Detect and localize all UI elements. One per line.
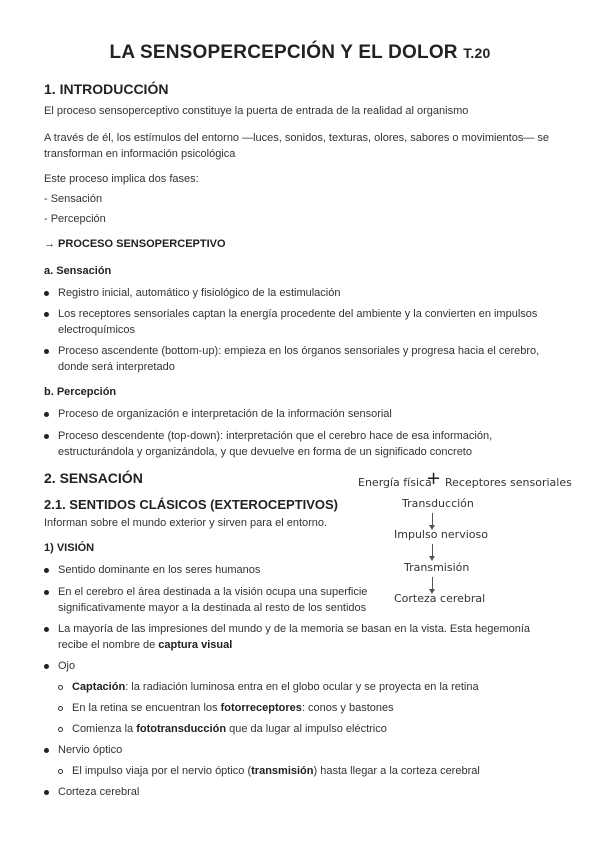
diagram-label-energy: Energía física xyxy=(358,476,432,489)
list-item-corteza: Corteza cerebral xyxy=(58,786,140,798)
intro-paragraph-2-line-2: transforman en información psicológica xyxy=(44,148,236,160)
list-item: Proceso de organización e interpretación de la información sensorial xyxy=(58,408,392,420)
list-item: Registro inicial, automático y fisiológico de la estimulación xyxy=(58,287,341,299)
process-heading: → PROCESO SENSOPERCEPTIVO xyxy=(44,238,226,250)
emphasis: fototransducción xyxy=(136,723,227,735)
list-item-continuation: electroquímicos xyxy=(58,324,136,336)
page-title: LA SENSOPERCEPCIÓN Y EL DOLOR T.20 xyxy=(109,42,491,63)
list-item: Los receptores sensoriales captan la energía procedente del ambiente y la convierten en impulsos xyxy=(58,308,538,320)
diagram-step-transmission: Transmisión xyxy=(404,561,470,574)
sub-list-item: El impulso viaja por el nervio óptico (transmisión) hasta llegar a la corteza cerebral xyxy=(72,765,480,777)
topic-tag: T.20 xyxy=(463,45,491,61)
classic-senses-description: Informan sobre el mundo exterior y sirven para el entorno. xyxy=(44,517,328,529)
diagram-step-transduction: Transducción xyxy=(402,497,474,510)
emphasis: fotorreceptores xyxy=(220,702,302,714)
emphasis: transmisión xyxy=(251,765,314,777)
bullet-dot xyxy=(44,748,49,753)
list-item: La mayoría de las impresiones del mundo y de la memoria se basan en la vista. Esta hegemonía xyxy=(58,623,531,635)
sub-list-item: Captación: la radiación luminosa entra en el globo ocular y se proyecta en la retina xyxy=(72,681,479,693)
bullet-dot xyxy=(44,590,49,595)
sub-bullet-ring xyxy=(58,706,63,711)
bullet-dot xyxy=(44,312,49,317)
phase-item: - Percepción xyxy=(44,213,106,225)
bullet-dot xyxy=(44,790,49,795)
sub-list-item: Comienza la fototransducción que da lugar al impulso eléctrico xyxy=(72,723,387,735)
list-item-nervio: Nervio óptico xyxy=(58,744,123,756)
sub-bullet-ring xyxy=(58,685,63,690)
classic-senses-heading: 2.1. SENTIDOS CLÁSICOS (EXTEROCEPTIVOS) xyxy=(44,497,338,512)
bullet-dot xyxy=(44,627,49,632)
sub-bullet-ring xyxy=(58,769,63,774)
emphasis: captura visual xyxy=(158,639,233,651)
diagram-label-receptors: Receptores sensoriales xyxy=(445,476,572,489)
list-item-continuation: donde será interpretado xyxy=(58,361,175,373)
bullet-dot xyxy=(44,568,49,573)
diagram-step-impulse: Impulso nervioso xyxy=(394,528,488,541)
list-item-ojo: Ojo xyxy=(58,660,76,672)
diagram-step-cortex: Corteza cerebral xyxy=(394,592,486,605)
list-item-continuation: recibe el nombre de captura visual xyxy=(58,639,233,651)
list-item-continuation: significativamente mayor a la destinada al resto de los sentidos xyxy=(58,602,367,614)
bullet-dot xyxy=(44,291,49,296)
intro-paragraph-2-line-1: A través de él, los estímulos del entorno —luces, sonidos, texturas, olores, sabores o movimientos— se xyxy=(44,132,550,144)
sub-list-item: En la retina se encuentran los fotorreceptores: conos y bastones xyxy=(72,702,394,714)
intro-paragraph-3: Este proceso implica dos fases: xyxy=(44,173,199,185)
intro-paragraph-1: El proceso sensoperceptivo constituye la puerta de entrada de la realidad al organismo xyxy=(44,105,469,117)
emphasis: Captación xyxy=(72,681,126,693)
bullet-dot xyxy=(44,349,49,354)
sensation-subheading: a. Sensación xyxy=(44,265,112,277)
phase-item: - Sensación xyxy=(44,193,103,205)
list-item: Proceso ascendente (bottom-up): empieza en los órganos sensoriales y progresa hacia el cerebro, xyxy=(58,345,540,357)
diagram-plus: + xyxy=(426,468,442,489)
bullet-dot xyxy=(44,664,49,669)
bullet-dot xyxy=(44,434,49,439)
vision-heading: 1) VISIÓN xyxy=(44,542,95,554)
list-item-continuation: estructurándola y organizándola, y que devuelve en forma de un significado concreto xyxy=(58,446,472,458)
bullet-dot xyxy=(44,412,49,417)
perception-subheading: b. Percepción xyxy=(44,386,117,398)
sensation-heading: 2. SENSACIÓN xyxy=(44,470,143,486)
list-item: Sentido dominante en los seres humanos xyxy=(58,564,261,576)
list-item: En el cerebro el área destinada a la visión ocupa una superficie xyxy=(58,586,368,598)
list-item: Proceso descendente (top-down): interpretación que el cerebro hace de esa información, xyxy=(58,430,493,442)
sub-bullet-ring xyxy=(58,727,63,732)
intro-heading: 1. INTRODUCCIÓN xyxy=(44,81,169,97)
